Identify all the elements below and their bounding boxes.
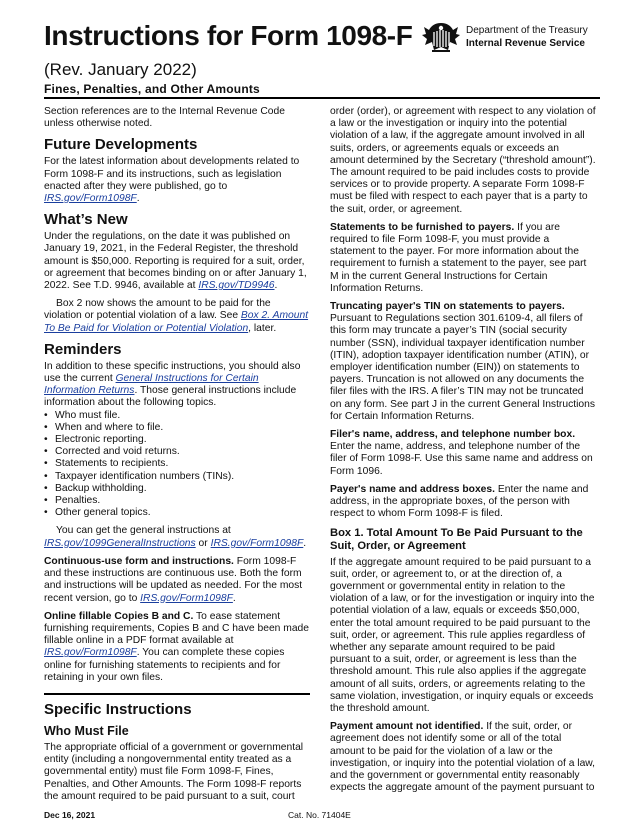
truncating-tin-paragraph: Truncating payer's TIN on statements to payers. Pursuant to Regulations section 301.6109-4, all filers of this form may truncate a payer’s TIN (social security number (SSN), individual taxpayer identification number (ITIN), adoption taxpayer identification number (ATIN), or employer identification number (EIN)) on statements to payers. Truncation is not allowed on any documents the filer files with the IRS. A filer’s TIN may not be truncated on any form. See part J in the current General Instructions for Certain Information Returns. — [330, 301, 595, 422]
footer-date: Dec 16, 2021 — [44, 810, 96, 820]
agency-department: Department of the Treasury — [466, 25, 588, 36]
intro-paragraph: Section references are to the Internal Revenue Code unless otherwise noted. — [44, 106, 285, 130]
topics-list — [44, 410, 310, 520]
section-rule — [44, 693, 310, 695]
header-rule — [44, 97, 600, 99]
who-must-file-heading: Who Must File — [44, 723, 129, 738]
list-item: • When and where to file. — [44, 422, 310, 434]
filer-box-paragraph: Filer's name, address, and telephone number box. Enter the name, address, and telephone number of the filer of Form 1098-F. Use this same name and address on Form 1096. — [330, 429, 593, 477]
whats-new-paragraph: Under the regulations, on the date it was published on January 19, 2021, in the Federal Register, the threshold amount is $50,000. Reporting is required for a suit, order, or agreement that becomes binding on or after January 1, 2022. See T.D. 9946, available at IRS.gov/TD9946. — [44, 231, 307, 292]
footer-catalog-number: Cat. No. 71404E — [288, 810, 351, 820]
reminders-paragraph: In addition to these specific instructions, you should also use the current General Instructions for Certain Information Returns. Those general instructions include information about the following topics. — [44, 360, 301, 409]
statements-paragraph: Statements to be furnished to payers. If you are required to file Form 1098-F, you must provide a statement to the payer. For more information about the requirement to furnish a statement to the payer, see part M in the current General Instructions for Certain Information Returns. — [330, 221, 587, 294]
list-item: • Taxpayer identification numbers (TINs). — [44, 471, 310, 483]
document-header — [44, 20, 600, 96]
box2-section-link[interactable]: Box 2. Amount To Be Paid for Violation or Potential Violation — [44, 310, 309, 334]
continuous-use-paragraph: Continuous-use form and instructions. Form 1098-F and these instructions are continuous use. Both the form and instructions will be updated as needed. For the most recent version, go to IRS.gov/Form1098F. — [44, 555, 303, 604]
irs-eagle-logo-icon — [420, 20, 462, 56]
payment-not-identified-paragraph: Payment amount not identified. If the suit, order, or agreement does not identify some or all of the total amount to be paid for the violation of a law or the investigation, or inquiry into the potential violation of a law, and the government or governmental entity reasonably expects the aggregate amount of the payment pursuant to — [330, 721, 596, 794]
online-fillable-paragraph: Online fillable Copies B and C. To ease statement furnishing requirements, Copies B and C have been made fillable online in a PDF format available at IRS.gov/Form1098F. You can complete these copies online for furnishing statements to recipients and for retaining in your own files. — [44, 610, 310, 683]
agency-name — [466, 24, 588, 50]
box1-heading: Box 1. Total Amount To Be Paid Pursuant to the Suit, Order, or Agreement — [330, 526, 583, 552]
list-item: • Who must file. — [44, 410, 310, 422]
whats-new-heading: What’s New — [44, 211, 128, 229]
general-instructions-paragraph: You can get the general instructions at IRS.gov/1099GeneralInstructions or IRS.gov/Form1098F. — [44, 525, 307, 549]
general-instructions-url-link[interactable]: IRS.gov/1099GeneralInstructions — [44, 537, 196, 549]
continued-paragraph: order (order), or agreement with respect to any violation of a law or the investigation or inquiry into the potential violation of a law, if the aggregate amount involved in all suits, orders, or agreements equals or exceeds an amount determined by the Secretary (“threshold amount”). The amount required to be paid includes costs to provide services or to provide property. A separate Form 1098-F must be filed with respect to each payer that is a party to the suit, order, or agreement. — [330, 106, 596, 215]
list-item: • Other general topics. — [44, 507, 310, 519]
continuous-use-link[interactable]: IRS.gov/Form1098F — [140, 592, 233, 604]
payer-box-paragraph: Payer's name and address boxes. Enter the name and address, in the appropriate boxes, of the person with respect to whom Form 1098-F is filed. — [330, 483, 589, 520]
right-column — [330, 106, 596, 800]
future-developments-heading: Future Developments — [44, 136, 198, 154]
box2-note-paragraph: Box 2 now shows the amount to be paid for the violation or potential violation of a law. See Box 2. Amount To Be Paid for Violation or Potential Violation, later. — [44, 298, 309, 334]
list-item: • Penalties. — [44, 495, 310, 507]
list-item: • Electronic reporting. — [44, 434, 310, 446]
td9946-link[interactable]: IRS.gov/TD9946 — [198, 280, 275, 292]
list-item: • Corrected and void returns. — [44, 446, 310, 458]
agency-irs: Internal Revenue Service — [466, 38, 585, 49]
future-developments-paragraph: For the latest information about developments related to Form 1098-F and its instructions, such as legislation enacted after they were published, go to IRS.gov/Form1098F. — [44, 156, 300, 205]
future-developments-link[interactable]: IRS.gov/Form1098F — [44, 193, 137, 205]
list-item: • Backup withholding. — [44, 483, 310, 495]
form1098f-link[interactable]: IRS.gov/Form1098F — [210, 537, 304, 549]
general-instructions-link[interactable]: General Instructions for Certain Information Returns — [44, 373, 259, 397]
box1-paragraph: If the aggregate amount required to be paid pursuant to a suit, order, or agreement to, or at the direction of, a government or governmental entity in relation to the violation of a law, or for the investigation or inquiry into the potential violation of a law, equals or exceeds $50,000, enter the total amount required to be paid pursuant to the suit, order, or agreement. This rule applies regardless of whether any separate amount required to be paid pursuant to a suit, order, or agreement is less than the threshold amount. This rule also applies if the aggregate amount of all suits, orders, or agreements relating to the same violation, investigation, or inquiry equals or exceeds the threshold amount. — [330, 556, 595, 714]
who-must-file-paragraph: The appropriate official of a government or governmental entity (including a nongovernmental entity treated as a governmental entity) must file Form 1098-F, Fines, Penalties, and Other Amounts. The Form 1098-F reports the amount required to be paid pursuant to a suit, court — [44, 741, 304, 802]
revision-date: (Rev. January 2022) — [44, 60, 197, 79]
left-column — [44, 106, 310, 809]
document-subtitle: Fines, Penalties, and Other Amounts — [44, 82, 260, 96]
list-item: • Statements to recipients. — [44, 458, 310, 470]
specific-instructions-heading: Specific Instructions — [44, 700, 192, 718]
reminders-heading: Reminders — [44, 340, 122, 358]
online-fillable-link[interactable]: IRS.gov/Form1098F — [44, 647, 137, 659]
document-title: Instructions for Form 1098-F — [44, 20, 413, 51]
